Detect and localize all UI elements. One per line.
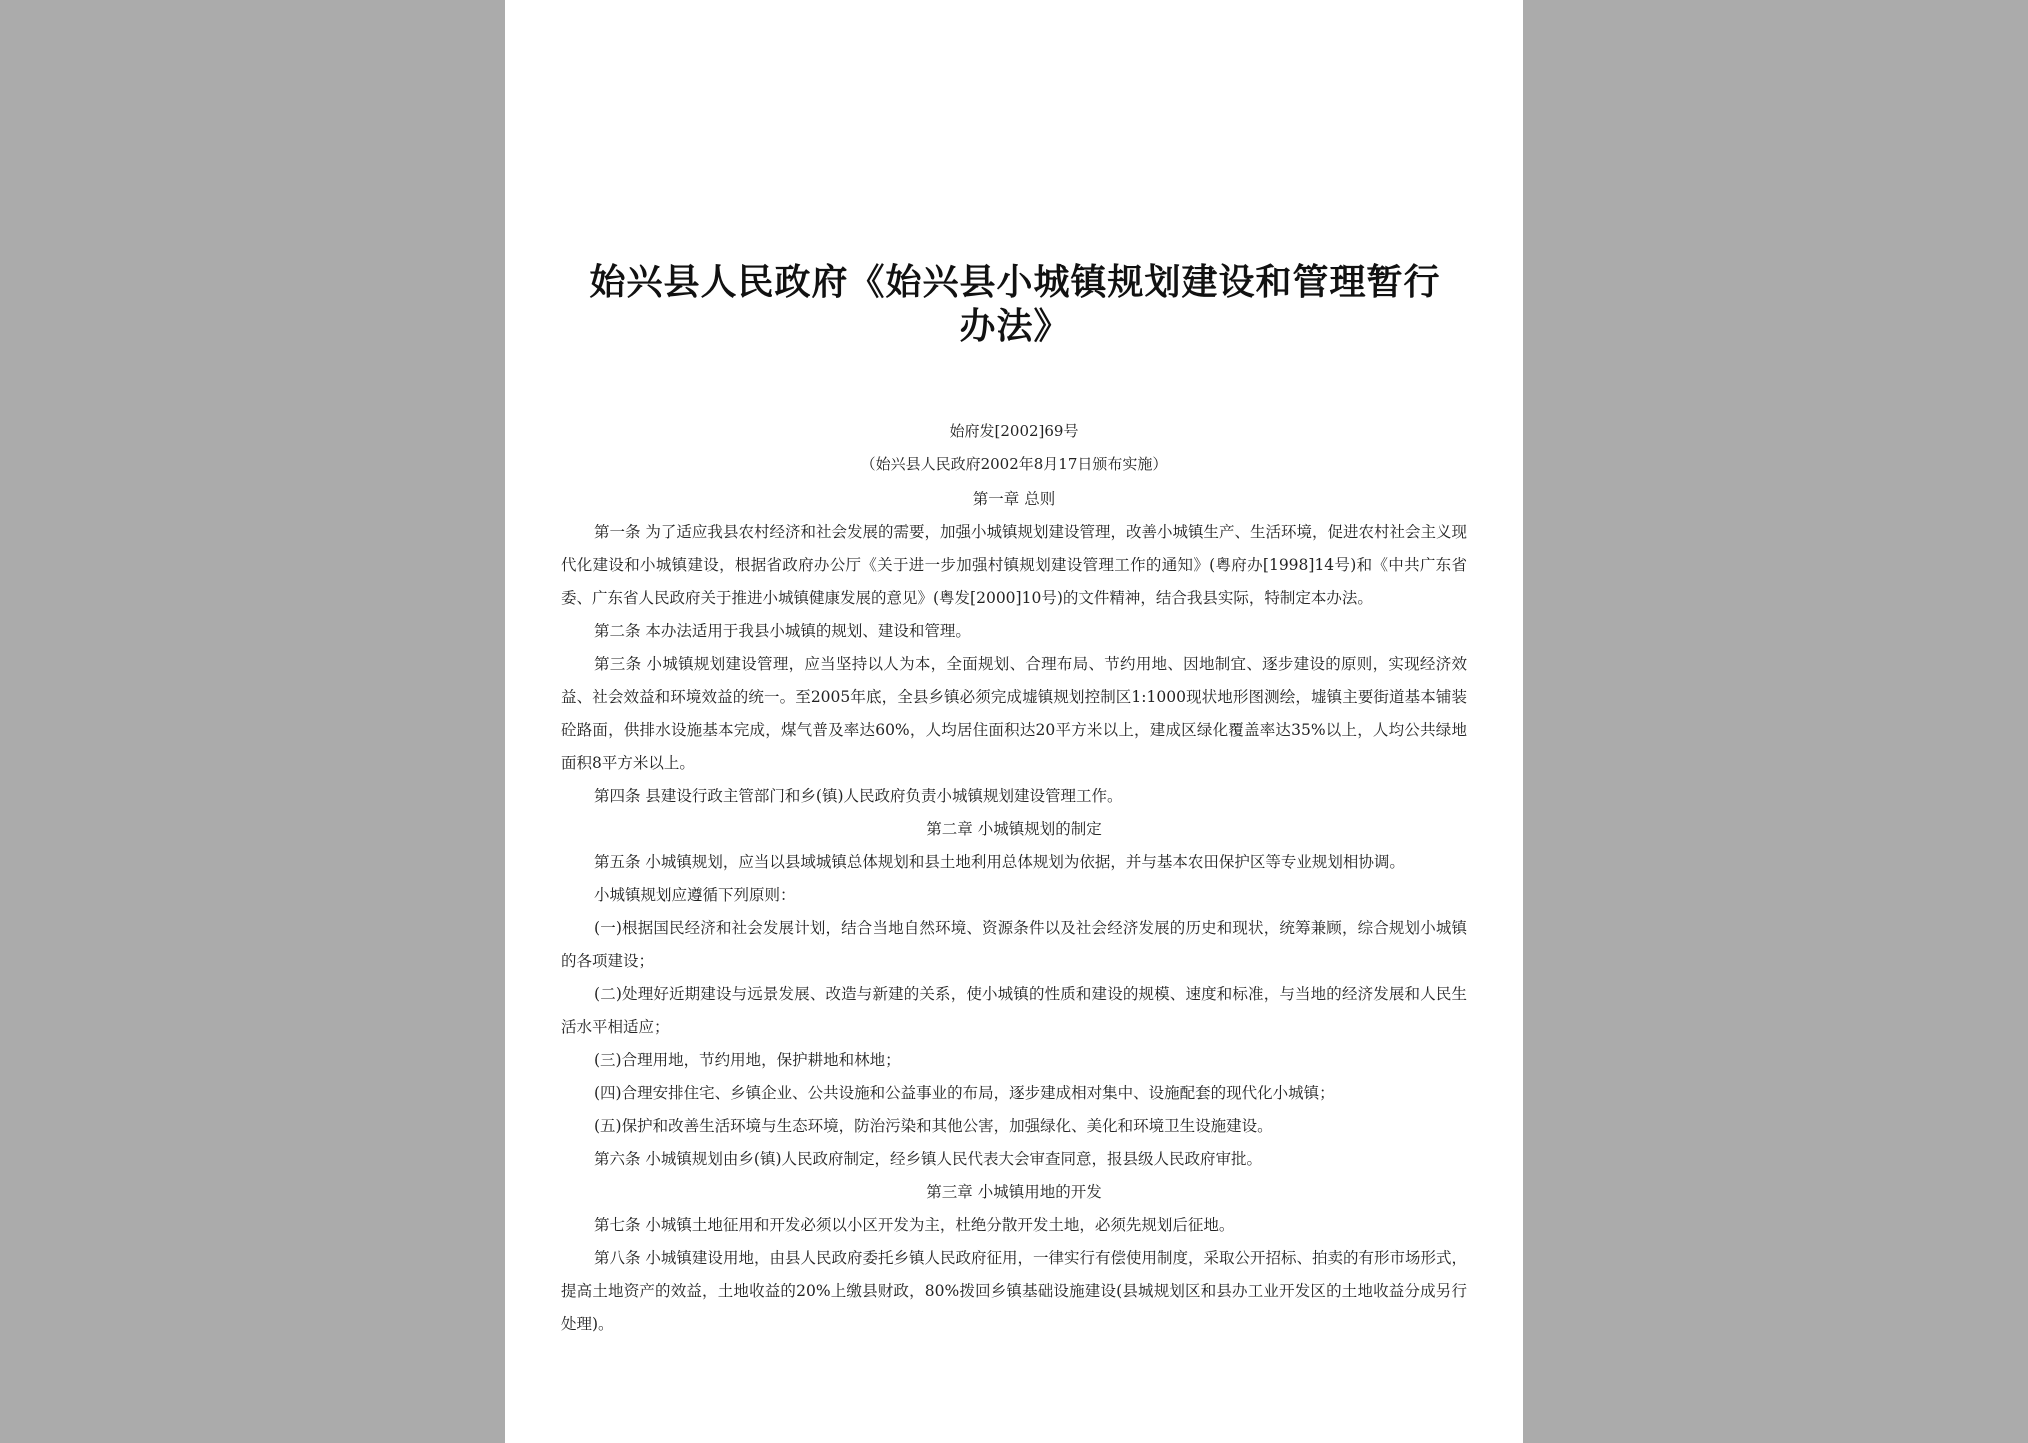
- principle-4: (四)合理安排住宅、乡镇企业、公共设施和公益事业的布局，逐步建成相对集中、设施配套的现代化小城镇；: [594, 1084, 1335, 1102]
- principle-3: (三)合理用地，节约用地，保护耕地和林地；: [594, 1051, 901, 1069]
- article-2: 第二条 本办法适用于我县小城镇的规划、建设和管理。: [594, 622, 971, 640]
- document-title: 始兴县人民政府《始兴县小城镇规划建设和管理暂行办法》: [589, 261, 1441, 347]
- planning-principles-intro: 小城镇规划应遵循下列原则：: [594, 886, 796, 904]
- article-4: 第四条 县建设行政主管部门和乡(镇)人民政府负责小城镇规划建设管理工作。: [594, 787, 1123, 805]
- chapter-heading-2: 第二章 小城镇规划的制定: [926, 820, 1102, 838]
- article-1: 第一条 为了适应我县农村经济和社会发展的需要，加强小城镇规划建设管理，改善小城镇生产、生活环境，促进农村社会主义现代化建设和小城镇建设，根据省政府办公厅《关于进一步加强村镇规划建设管理工作的通知》(粤府办[1998]14号)和《中共广东省委、广东省人民政府关于推进小城镇健康发展的意见》(粤发[2000]10号)的文件精神，结合我县实际，特制定本办法。: [561, 523, 1467, 607]
- document-page: [505, 0, 1523, 1443]
- document-number: 始府发[2002]69号: [949, 422, 1079, 440]
- article-6: 第六条 小城镇规划由乡(镇)人民政府制定，经乡镇人民代表大会审查同意，报县级人民政府审批。: [594, 1150, 1263, 1168]
- principle-1: (一)根据国民经济和社会发展计划，结合当地自然环境、资源条件以及社会经济发展的历史和现状，统筹兼顾，综合规划小城镇的各项建设；: [561, 919, 1467, 970]
- principle-5: (五)保护和改善生活环境与生态环境，防治污染和其他公害，加强绿化、美化和环境卫生设施建设。: [594, 1117, 1273, 1135]
- article-7: 第七条 小城镇土地征用和开发必须以小区开发为主，杜绝分散开发土地，必须先规划后征地。: [594, 1216, 1235, 1234]
- article-3: 第三条 小城镇规划建设管理，应当坚持以人为本，全面规划、合理布局、节约用地、因地制宜、逐步建设的原则，实现经济效益、社会效益和环境效益的统一。至2005年底，全县乡镇必须完成墟镇规划控制区1:1000现状地形图测绘，墟镇主要街道基本铺装砼路面，供排水设施基本完成，煤气普及率达60%，人均居住面积达20平方米以上，建成区绿化覆盖率达35%以上，人均公共绿地面积8平方米以上。: [561, 655, 1467, 772]
- chapter-heading-3: 第三章 小城镇用地的开发: [926, 1183, 1102, 1201]
- issue-note: （始兴县人民政府2002年8月17日颁布实施）: [860, 455, 1168, 473]
- article-5: 第五条 小城镇规划，应当以县域城镇总体规划和县土地利用总体规划为依据，并与基本农田保护区等专业规划相协调。: [594, 853, 1405, 871]
- principle-2: (二)处理好近期建设与远景发展、改造与新建的关系，使小城镇的性质和建设的规模、速度和标准，与当地的经济发展和人民生活水平相适应；: [561, 985, 1467, 1036]
- chapter-heading-1: 第一章 总则: [972, 490, 1056, 508]
- document-body: [561, 483, 1467, 1341]
- article-8: 第八条 小城镇建设用地，由县人民政府委托乡镇人民政府征用，一律实行有偿使用制度，采取公开招标、拍卖的有形市场形式，提高土地资产的效益，土地收益的20%上缴县财政，80%拨回乡镇基础设施建设(县城规划区和县办工业开发区的土地收益分成另行处理)。: [561, 1249, 1467, 1333]
